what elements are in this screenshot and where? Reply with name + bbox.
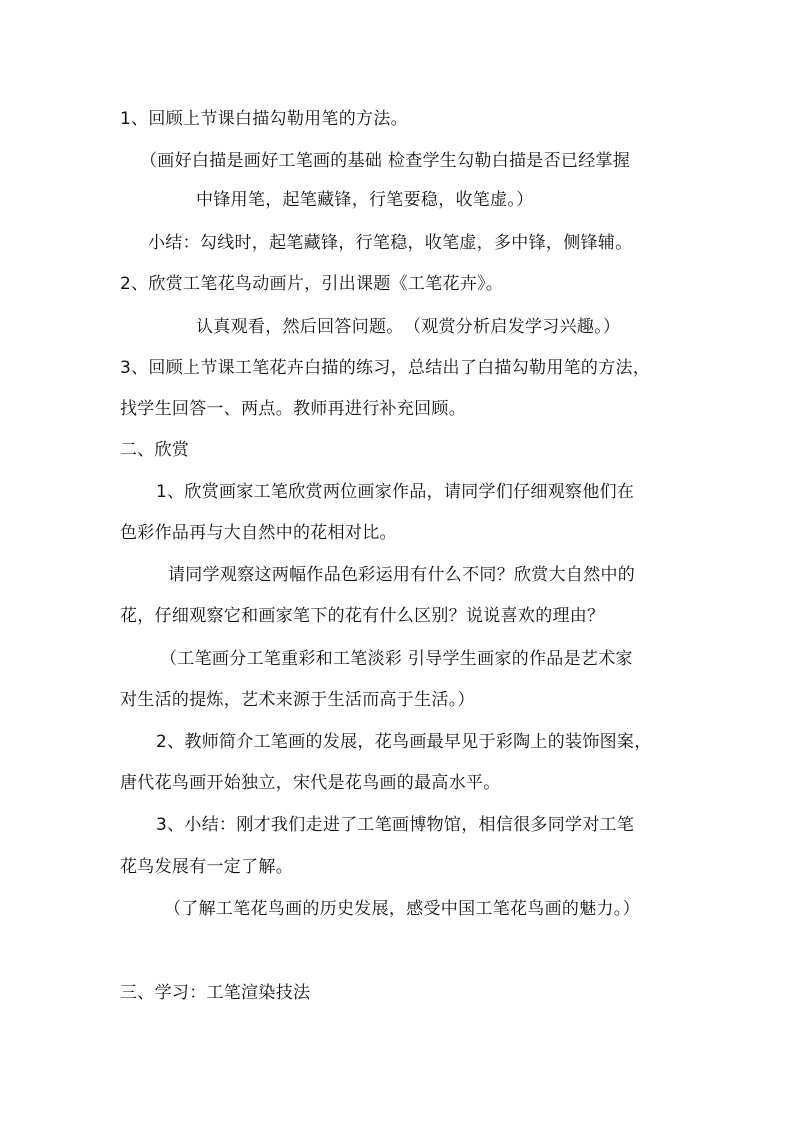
text-line: 1、欣赏画家工笔欣赏两位画家作品，请同学们仔细观察他们在 <box>156 482 635 502</box>
text-line: 认真观看，然后回答问题。 （观赏分析启发学习兴趣。） <box>196 317 621 337</box>
text-line: （工笔画分工笔重彩和工笔淡彩 引导学生画家的作品是艺术家 <box>160 649 633 669</box>
text-line: 找学生回答一、两点。教师再进行补充回顾。 <box>120 399 466 419</box>
text-line: 花，仔细观察它和画家笔下的花有什么区别？说说喜欢的理由？ <box>120 606 605 626</box>
text-line: 3、回顾上节课工笔花卉白描的练习，总结出了白描勾勒用笔的方法， <box>120 358 651 378</box>
text-line: 3、小结：刚才我们走进了工笔画博物馆，相信很多同学对工笔 <box>156 815 635 835</box>
text-line: 对生活的提炼，艺术来源于生活而高于生活。） <box>120 690 475 710</box>
text-line: 小结：勾线时，起笔藏锋，行笔稳，收笔虚，多中锋，侧锋辅。 <box>148 233 633 253</box>
text-line: 唐代花鸟画开始独立，宋代是花鸟画的最高水平。 <box>120 773 501 793</box>
text-line: 花鸟发展有一定了解。 <box>120 857 293 877</box>
section-heading: 二、欣赏 <box>120 440 190 460</box>
text-line: （画好白描是画好工笔画的基础 检查学生勾勒白描是否已经掌握 <box>140 151 631 171</box>
text-line: 2、欣赏工笔花鸟动画片，引出课题《工笔花卉》。 <box>120 274 504 294</box>
text-line: 请同学观察这两幅作品色彩运用有什么不同？欣赏大自然中的 <box>168 565 636 585</box>
text-line: 色彩作品再与大自然中的花相对比。 <box>120 523 397 543</box>
text-line: 中锋用笔，起笔藏锋，行笔要稳，收笔虚。） <box>196 190 534 210</box>
text-line: 1、回顾上节课白描勾勒用笔的方法。 <box>120 109 408 129</box>
text-line: 2、教师简介工笔画的发展，花鸟画最早见于彩陶上的装饰图案， <box>156 732 652 752</box>
section-heading: 三、学习：工笔渲染技法 <box>120 983 311 1003</box>
text-line: （了解工笔花鸟画的历史发展，感受中国工笔花鸟画的魅力。） <box>164 899 640 919</box>
